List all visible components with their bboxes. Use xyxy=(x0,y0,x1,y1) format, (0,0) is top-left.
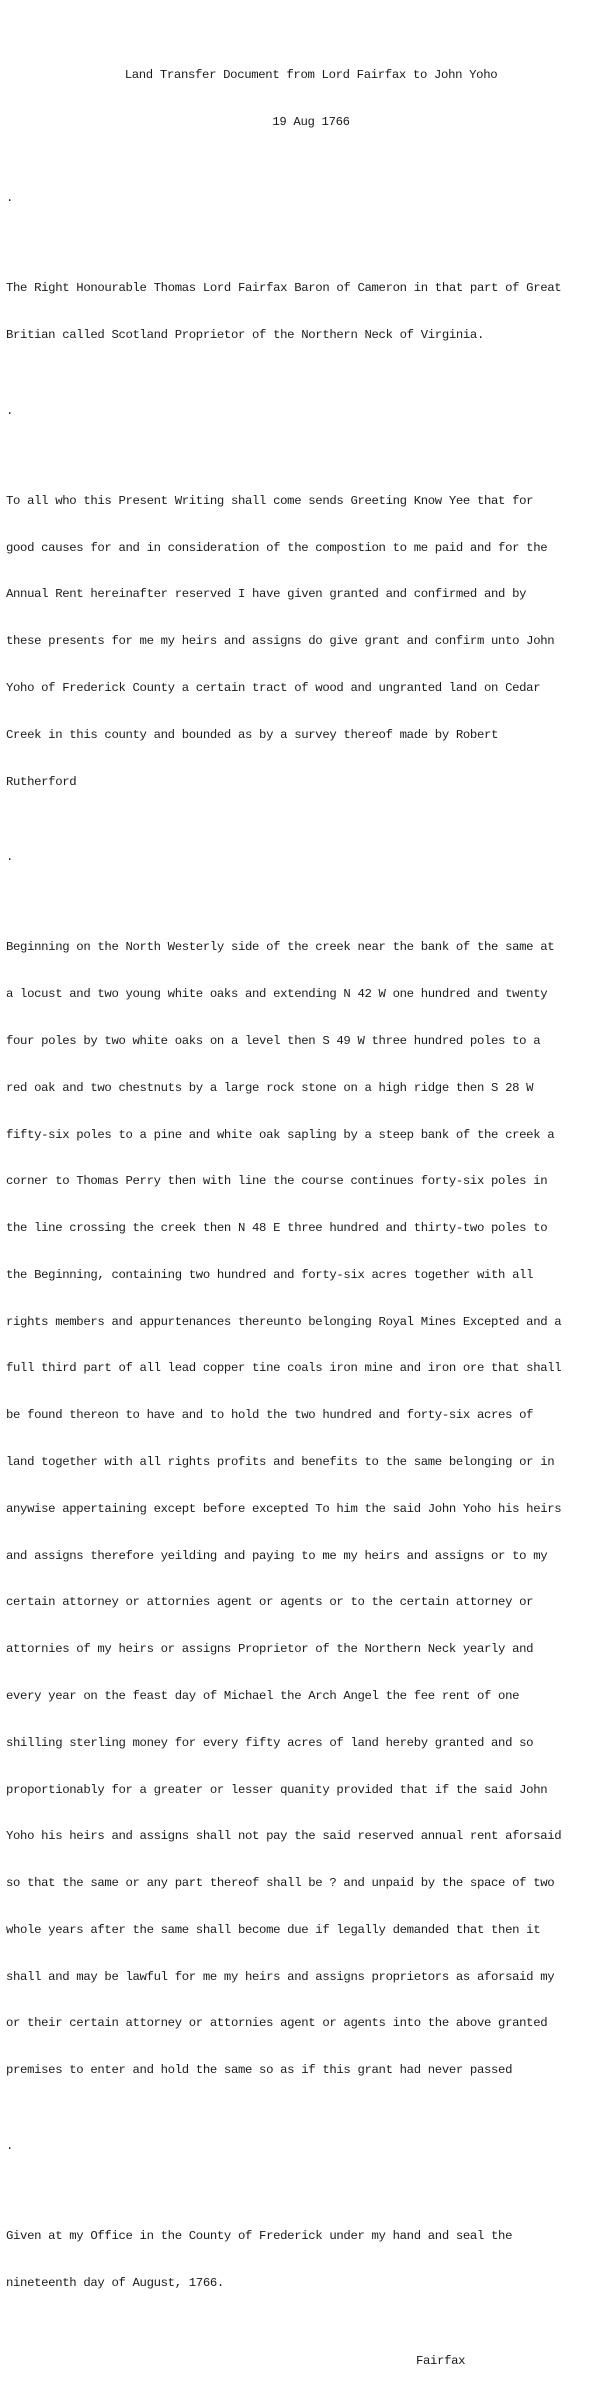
document-page xyxy=(6,6,606,2385)
text-line: four poles by two white oaks on a level then S 49 W three hundred poles to a xyxy=(6,1034,541,1048)
text-line: the Beginning, containing two hundred and forty-six acres together with all xyxy=(6,1267,534,1282)
paragraph-boundary xyxy=(6,909,606,2110)
document-title: Land Transfer Document from Lord Fairfax to John Yoho xyxy=(124,68,498,83)
text-line: every year on the feast day of Michael the Arch Angel the fee rent of one xyxy=(6,1688,520,1703)
text-line: be found thereon to have and to hold the two hundred and forty-six acres of xyxy=(6,1408,534,1423)
text-line: red oak and two chestnuts by a large rock stone on a high ridge then S 28 W xyxy=(6,1080,534,1095)
paragraph-closing xyxy=(6,2198,606,2323)
text-line: whole years after the same shall become due if legally demanded that then it xyxy=(6,1922,541,1937)
text-line: Creek in this county and bounded as by a survey thereof made by Robert xyxy=(6,727,499,742)
text-line: To all who this Present Writing shall come sends Greeting Know Yee that for xyxy=(6,493,534,508)
text-line: good causes for and in consideration of the compostion to me paid and for the xyxy=(6,540,548,555)
separator-dot: . xyxy=(6,403,14,418)
text-line: shall and may be lawful for me my heirs and assigns proprietors as aforsaid my xyxy=(6,1969,555,1984)
text-line: Britian called Scotland Proprietor of the Northern Neck of Virginia. xyxy=(6,327,484,342)
signature: Fairfax xyxy=(416,2353,466,2368)
separator-dot: . xyxy=(6,850,14,865)
text-line: proportionably for a greater or lesser quanity provided that if the said John xyxy=(6,1782,548,1797)
separator-dot: . xyxy=(6,191,14,206)
separator-dot: . xyxy=(6,2139,14,2154)
text-line: anywise appertaining except before excepted To him the said John Yoho his heirs xyxy=(6,1501,562,1516)
text-line: full third part of all lead copper tine coals iron mine and iron ore that shall xyxy=(6,1361,562,1376)
text-line: Beginning on the North Westerly side of the creek near the bank of the same at xyxy=(6,940,555,955)
document-header xyxy=(16,37,606,162)
text-line: shilling sterling money for every fifty acres of land hereby granted and so xyxy=(6,1735,534,1750)
text-line: land together with all rights profits and benefits to the same belonging or in xyxy=(6,1455,555,1470)
text-line: a locust and two young white oaks and extending N 42 W one hundred and twenty xyxy=(6,987,548,1002)
paragraph-preamble xyxy=(6,250,606,375)
text-line: Yoho his heirs and assigns shall not pay the said reserved annual rent aforsaid xyxy=(6,1829,562,1844)
text-line: these presents for me my heirs and assigns do give grant and confirm unto John xyxy=(6,634,555,649)
text-line: premises to enter and hold the same so as if this grant had never passed xyxy=(6,2063,513,2078)
text-line: and assigns therefore yeilding and paying to me my heirs and assigns or to my xyxy=(6,1548,548,1563)
text-line: or their certain attorney or attornies agent or agents into the above granted xyxy=(6,2016,548,2031)
text-line: Yoho of Frederick County a certain tract of wood and ungranted land on Cedar xyxy=(6,680,541,695)
text-line: Rutherford xyxy=(6,774,77,789)
text-line: Given at my Office in the County of Frederick under my hand and seal the xyxy=(6,2229,513,2244)
text-line: attornies of my heirs or assigns Proprietor of the Northern Neck yearly and xyxy=(6,1642,534,1657)
text-line: rights members and appurtenances thereunto belonging Royal Mines Excepted and a xyxy=(6,1314,562,1329)
text-line: nineteenth day of August, 1766. xyxy=(6,2275,224,2290)
text-line: certain attorney or attornies agent or agents or to the certain attorney or xyxy=(6,1595,534,1610)
text-line: so that the same or any part thereof shall be ? and unpaid by the space of two xyxy=(6,1876,555,1891)
text-line: the line crossing the creek then N 48 E three hundred and thirty-two poles to xyxy=(6,1221,548,1236)
document-date: 19 Aug 1766 xyxy=(272,115,350,130)
paragraph-greeting xyxy=(6,463,606,822)
text-line: fifty-six poles to a pine and white oak sapling by a steep bank of the creek a xyxy=(6,1127,555,1142)
text-line: The Right Honourable Thomas Lord Fairfax Baron of Cameron in that part of Great xyxy=(6,281,562,296)
text-line: corner to Thomas Perry then with line the course continues forty-six poles in xyxy=(6,1174,548,1189)
text-line: Annual Rent hereinafter reserved I have given granted and confirmed and by xyxy=(6,587,527,602)
